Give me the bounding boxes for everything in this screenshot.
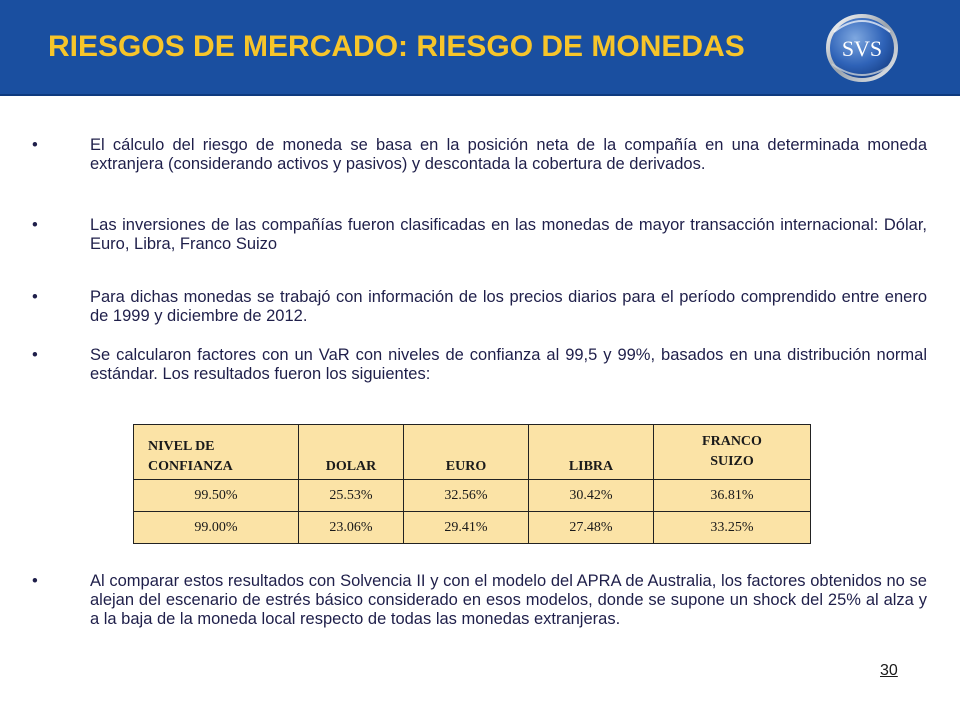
table-header-row — [134, 425, 811, 480]
cell-dolar: 23.06% — [299, 512, 404, 544]
cell-libra: 27.48% — [529, 512, 654, 544]
cell-franco-suizo: 33.25% — [654, 512, 811, 544]
slide-title: RIESGOS DE MERCADO: RIESGO DE MONEDAS — [48, 30, 745, 63]
cell-nivel: 99.00% — [134, 512, 299, 544]
bullet-item — [32, 346, 927, 384]
svs-logo — [820, 8, 904, 88]
bullet-marker: • — [32, 136, 38, 154]
header-euro: EURO — [404, 425, 529, 480]
page-number: 30 — [880, 662, 898, 679]
bullet-marker: • — [32, 288, 38, 306]
bullet-text: El cálculo del riesgo de moneda se basa en la posición neta de la compañía en una determinada moneda extranjera (considerando activos y pasivos) y descontada la cobertura de derivados. — [90, 136, 927, 173]
bullet-marker: • — [32, 346, 38, 364]
var-results-table — [133, 424, 811, 544]
header-franco-line1: FRANCO — [702, 434, 762, 449]
cell-franco-suizo: 36.81% — [654, 480, 811, 512]
cell-libra: 30.42% — [529, 480, 654, 512]
bullet-item — [32, 216, 927, 254]
bullet-text: Se calcularon factores con un VaR con niveles de confianza al 99,5 y 99%, basados en una distribución normal estándar. Los resultados fueron los siguientes: — [90, 346, 927, 383]
header-nivel-line1: NIVEL DE — [148, 439, 215, 454]
header-dolar: DOLAR — [299, 425, 404, 480]
bullet-marker: • — [32, 572, 38, 590]
bullet-item — [32, 136, 927, 174]
bullet-item — [32, 288, 927, 326]
table-row — [134, 512, 811, 544]
header-libra: LIBRA — [529, 425, 654, 480]
cell-nivel: 99.50% — [134, 480, 299, 512]
header-franco-suizo — [654, 425, 811, 480]
bullet-marker: • — [32, 216, 38, 234]
bullet-item — [32, 572, 927, 629]
header-franco-line2: SUIZO — [710, 454, 754, 469]
logo-text: SVS — [841, 36, 883, 61]
cell-dolar: 25.53% — [299, 480, 404, 512]
header-nivel-line2: CONFIANZA — [148, 459, 233, 474]
header-nivel-confianza — [134, 425, 299, 480]
table-row — [134, 480, 811, 512]
bullet-text: Al comparar estos resultados con Solvencia II y con el modelo del APRA de Australia, los factores obtenidos no se alejan del escenario de estrés básico considerado en esos modelos, donde se supone un shock del 25% al alza y a la baja de la moneda local respecto de todas las monedas extranjeras. — [90, 572, 927, 628]
title-bar — [0, 0, 960, 96]
cell-euro: 32.56% — [404, 480, 529, 512]
bullet-text: Para dichas monedas se trabajó con información de los precios diarios para el período comprendido entre enero de 1999 y diciembre de 2012. — [90, 288, 927, 325]
cell-euro: 29.41% — [404, 512, 529, 544]
bullet-text: Las inversiones de las compañías fueron clasificadas en las monedas de mayor transacción internacional: Dólar, Euro, Libra, Franco Suizo — [90, 216, 927, 253]
